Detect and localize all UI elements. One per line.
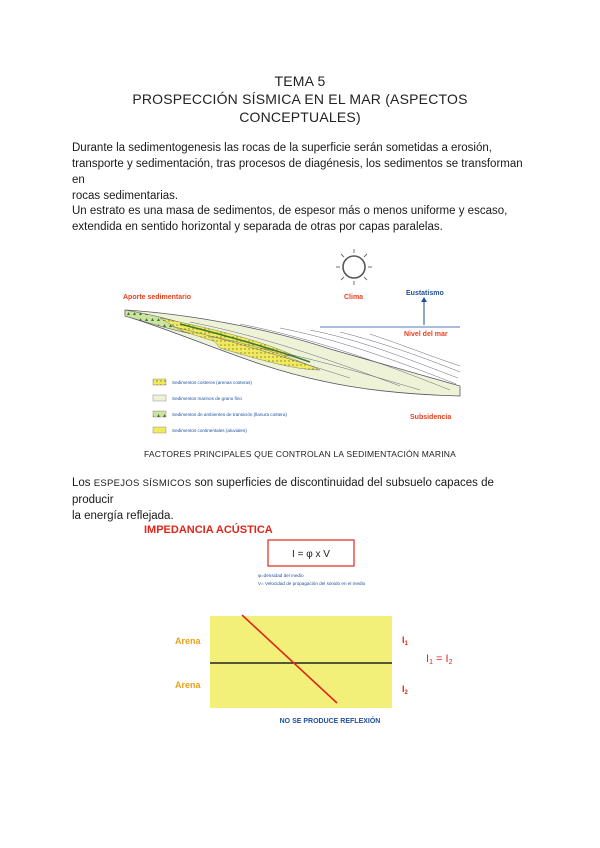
label-eustatismo: Eustatismo — [406, 290, 444, 297]
paragraph-line: rocas sedimentarias. — [72, 190, 179, 202]
title-block — [0, 72, 600, 126]
no-reflection-label: NO SE PRODUCE REFLEXIÓN — [279, 718, 381, 725]
label-subsidencia: Subsidencia — [410, 414, 452, 421]
legend-item: Sedimentos costeros (arenas costeras) — [172, 380, 252, 385]
label-clima: Clima — [344, 294, 364, 301]
paragraph-line: Durante la sedimentogenesis las rocas de la superficie serán sometidas a erosión, — [72, 142, 492, 154]
impedance-diagram — [140, 516, 460, 730]
paragraph-sedimentogenesis — [72, 140, 532, 204]
paragraph-estrato — [72, 203, 532, 235]
text-rest: son superficies de discontinuidad del subsuelo capaces de producir — [72, 477, 494, 506]
definition-density: φ=densidad del medio — [258, 573, 304, 578]
sun-icon — [336, 249, 372, 285]
legend-swatch-costeros — [153, 379, 166, 385]
legend-item: Sedimentos de ambientes de transición (llanura costera) — [172, 412, 287, 417]
legend-swatch-marinos — [153, 395, 166, 401]
label-nivel-mar: Nivel del mar — [404, 331, 448, 338]
label-arena-bottom: Arena — [175, 680, 201, 690]
sand-layers — [210, 616, 392, 708]
sedimentation-diagram — [120, 244, 480, 444]
definition-velocity: V= Velocidad de propagación del sonido en el medio — [258, 581, 366, 586]
paragraph-line — [72, 475, 532, 508]
label-arena-top: Arena — [175, 636, 201, 646]
topic-title-line1: PROSPECCIÓN SÍSMICA EN EL MAR (ASPECTOS — [132, 91, 468, 107]
label-aporte: Aporte sedimentario — [123, 294, 192, 301]
paragraph-line: la energía reflejada. — [72, 510, 174, 522]
label-i1: $I_1$ — [402, 635, 408, 647]
paragraph-line: Un estrato es una masa de sedimentos, de espesor más o menos uniforme y escaso, — [72, 205, 508, 217]
topic-number: TEMA 5 — [274, 73, 326, 89]
equality-i1-i2: I1 = I2 — [426, 653, 453, 666]
arrow-up-icon — [421, 297, 427, 302]
paragraph-line: transporte y sedimentación, tras procesos de diagénesis, los sedimentos se transforman en — [72, 158, 523, 186]
legend-item: Sedimentos marinos de grano fino — [172, 396, 242, 401]
paragraph-line: extendida en sentido horizontal y separada de otras por capas paralelas. — [72, 221, 443, 233]
topic-title-line2: CONCEPTUALES) — [239, 109, 361, 125]
legend-swatch-transicion — [153, 411, 166, 417]
text-prefix: Los — [72, 477, 94, 489]
term-espejos-sismicos: ESPEJOS SÍSMICOS — [93, 478, 192, 489]
figure1-caption: FACTORES PRINCIPALES QUE CONTROLAN LA SEDIMENTACIÓN MARINA — [144, 449, 456, 459]
legend-swatch-continentales — [153, 427, 166, 433]
impedance-title: IMPEDANCIA ACÚSTICA — [144, 524, 273, 536]
legend-item: Sedimentos continentales (aluviales) — [172, 428, 247, 433]
legend — [153, 379, 287, 433]
label-i2: $I_2$ — [402, 684, 408, 696]
formula: I = φ x V — [292, 549, 330, 560]
